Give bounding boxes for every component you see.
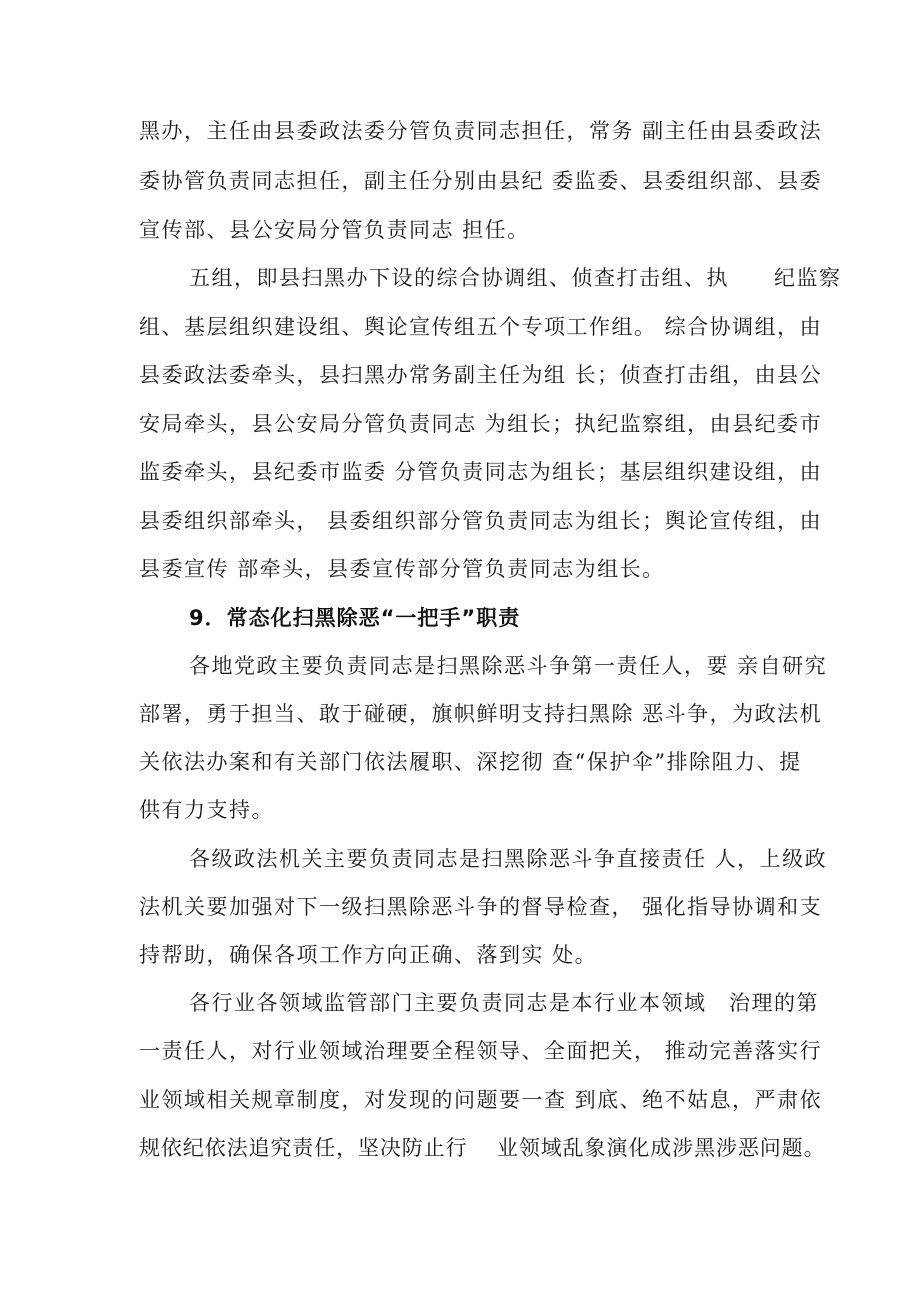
paragraph-line: 县委组织部牵头， 县委组织部分管负责同志为组长；舆论宣传组，由	[139, 509, 823, 533]
paragraph-line: 安局牵头，县公安局分管负责同志 为组长；执纪监察组，由县纪委市	[139, 412, 823, 436]
paragraph-line: 一责任人，对行业领域治理要全程领导、全面把关， 推动完善落实行	[139, 1039, 823, 1063]
paragraph-line: 组、基层组织建设组、舆论宣传组五个专项工作组。 综合协调组，由	[139, 315, 823, 339]
paragraph-line: 宣传部、县公安局分管负责同志 担任。	[139, 218, 530, 242]
paragraph-line: 各行业各领域监管部门主要负责同志是本行业本领域 治理的第	[189, 991, 819, 1015]
paragraph-line: 县委政法委牵头，县扫黑办常务副主任为组 长；侦查打击组，由县公	[139, 363, 823, 387]
paragraph-line: 持帮助，确保各项工作方向正确、落到实 处。	[139, 943, 598, 967]
paragraph-line: 供有力支持。	[139, 798, 274, 822]
paragraph-line: 规依纪依法追究责任，坚决防止行 业领域乱象演化成涉黑涉恶问题。	[139, 1136, 826, 1160]
paragraph-line: 县委宣传 部牵头，县委宣传部分管负责同志为组长。	[139, 557, 665, 581]
paragraph-line: 部署，勇于担当、敢于碰硬，旗帜鲜明支持扫黑除 恶斗争，为政法机	[139, 702, 823, 726]
paragraph-line: 委协管负责同志担任，副主任分别由县纪 委监委、县委组织部、县委	[139, 169, 823, 193]
paragraph-line: 监委牵头，县纪委市监委 分管负责同志为组长；基层组织建设组，由	[139, 460, 823, 484]
paragraph-line: 法机关要加强对下一级扫黑除恶斗争的督导检查， 强化指导协调和支	[139, 895, 823, 919]
paragraph-line: 业领域相关规章制度，对发现的问题要一查 到底、绝不姑息，严肃依	[139, 1088, 823, 1112]
paragraph-line: 黑办，主任由县委政法委分管负责同志担任，常务 副主任由县委政法	[139, 119, 823, 143]
paragraph-line: 关依法办案和有关部门依法履职、深挖彻 查“保护伞”排除阻力、提	[139, 750, 802, 774]
paragraph-line: 各地党政主要负责同志是扫黑除恶斗争第一责任人，要 亲自研究	[189, 654, 828, 678]
paragraph-line: 五组，即县扫黑办下设的综合协调组、侦查打击组、执 纪监察	[189, 266, 842, 290]
section-heading: 9．常态化扫黑除恶“一把手”职责	[189, 606, 521, 630]
paragraph-line: 各级政法机关主要负责同志是扫黑除恶斗争直接责任 人，上级政	[189, 847, 828, 871]
